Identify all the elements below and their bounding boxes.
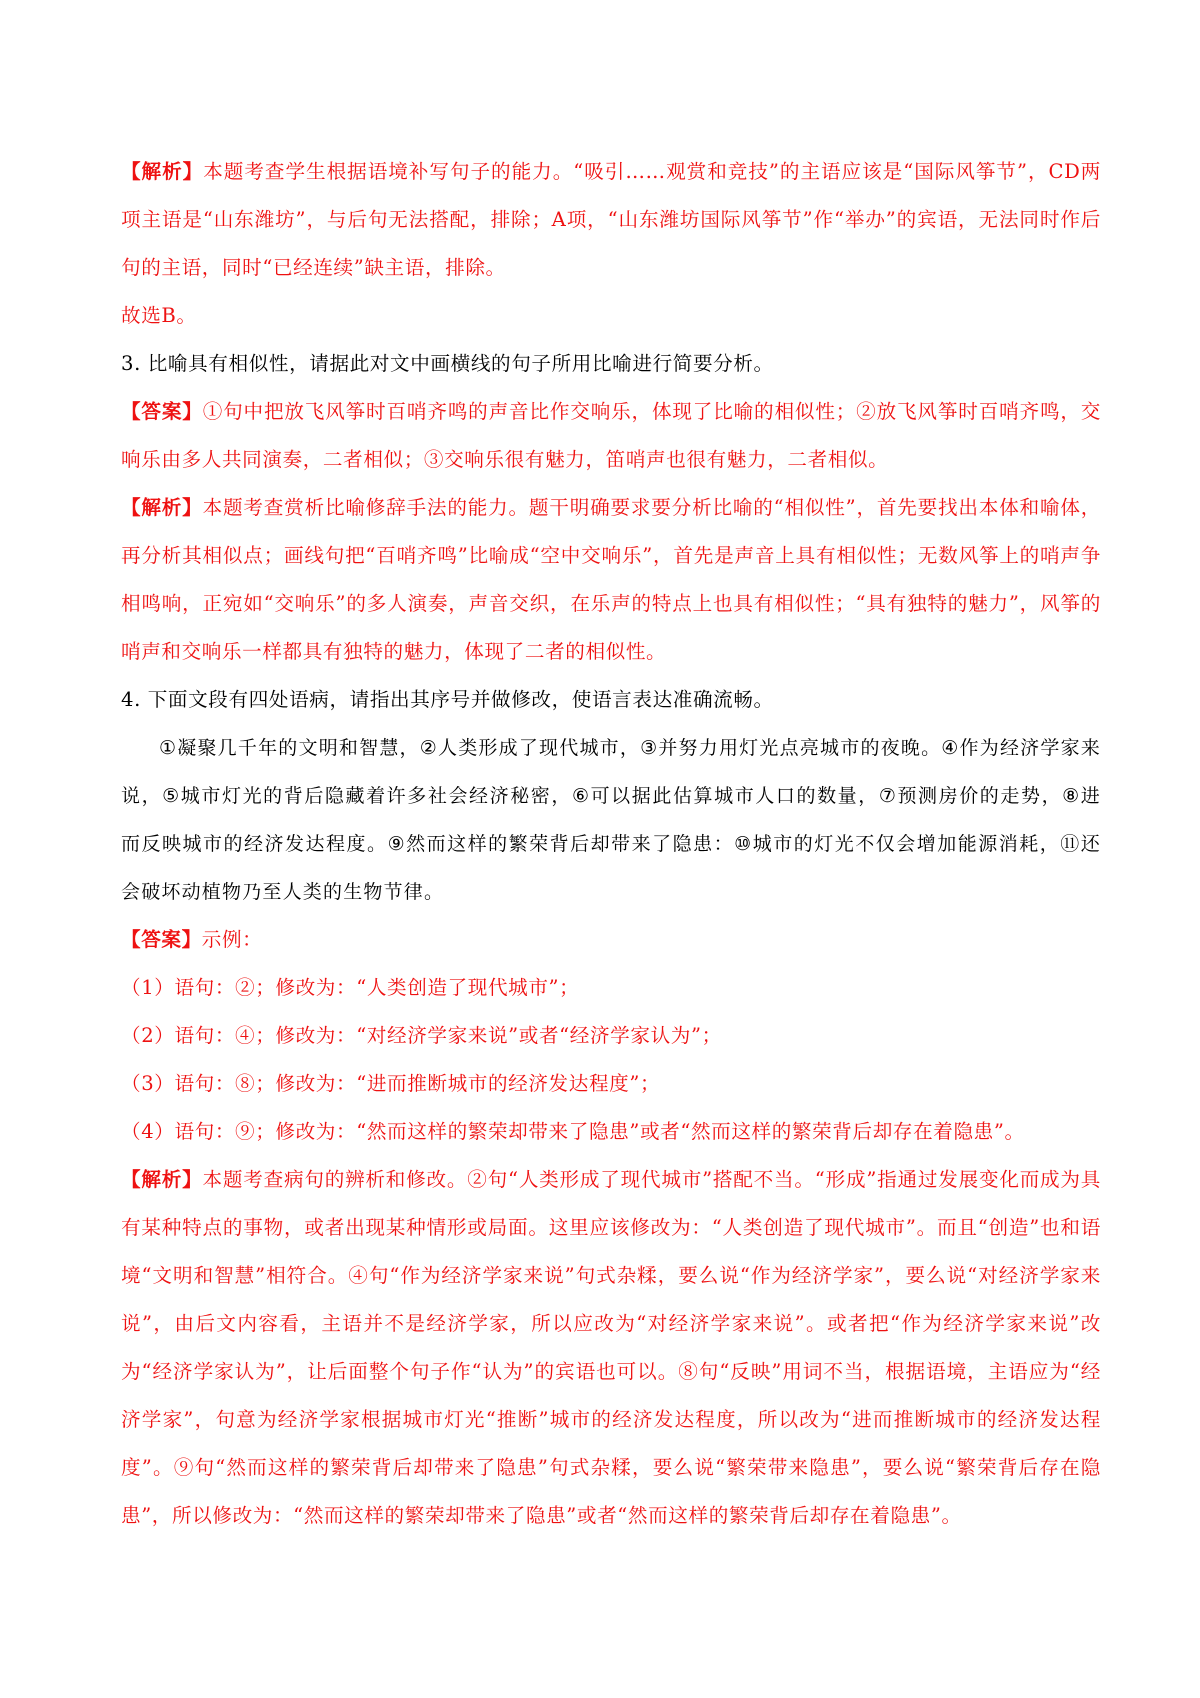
q2-analysis-text: 本题考查学生根据语境补写句子的能力。“吸引……观赏和竞技”的主语应该是“国际风筝节”，CD两项主语是“山东潍坊”，与后句无法搭配，排除；A项，“山东潍坊国际风筝节”作“举办”的宾语，无法同时作后句的主语，同时“已经连续”缺主语，排除。: [121, 160, 1101, 279]
q4-answer-item-2: （2）语句：④；修改为：“对经济学家来说”或者“经济学家认为”；: [121, 1024, 722, 1047]
q4-answer: [121, 916, 1101, 964]
q4-answer-tag: 【答案】: [121, 928, 202, 951]
q4-analysis-tag: 【解析】: [121, 1168, 203, 1191]
q4-passage: ①凝聚几千年的文明和智慧，②人类形成了现代城市，③并努力用灯光点亮城市的夜晚。④作为经济学家来说，⑤城市灯光的背后隐藏着许多社会经济秘密，⑥可以据此估算城市人口的数量，⑦预测房价的走势，⑧进而反映城市的经济发达程度。⑨然而这样的繁荣背后却带来了隐患：⑩城市的灯光不仅会增加能源消耗，⑪还会破坏动植物乃至人类的生物节律。: [121, 737, 1101, 903]
q4-analysis: [121, 1156, 1101, 1540]
q4-answer-item-1: （1）语句：②；修改为：“人类创造了现代城市”；: [121, 976, 580, 999]
q4-analysis-text: 本题考查病句的辨析和修改。②句“人类形成了现代城市”搭配不当。“形成”指通过发展变化而成为具有某种特点的事物，或者出现某种情形或局面。这里应该修改为：“人类创造了现代城市”。而且“创造”也和语境“文明和智慧”相符合。④句“作为经济学家来说”句式杂糅，要么说“作为经济学家”，要么说“对经济学家来说”，由后文内容看，主语并不是经济学家，所以应改为“对经济学家来说”。或者把“作为经济学家来说”改为“经济学家认为”，让后面整个句子作“认为”的宾语也可以。⑧句“反映”用词不当，根据语境，主语应为“经济学家”，句意为经济学家根据城市灯光“推断”城市的经济发达程度，所以改为“进而推断城市的经济发达程度”。⑨句“然而这样的繁荣背后却带来了隐患”句式杂糅，要么说“繁荣带来隐患”，要么说“繁荣背后存在隐患”，所以修改为：“然而这样的繁荣却带来了隐患”或者“然而这样的繁荣背后却存在着隐患”。: [121, 1168, 1101, 1527]
q3-answer-text: ①句中把放飞风筝时百哨齐鸣的声音比作交响乐，体现了比喻的相似性；②放飞风筝时百哨齐鸣，交响乐由多人共同演奏，二者相似；③交响乐很有魅力，笛哨声也很有魅力，二者相似。: [121, 400, 1101, 471]
q2-analysis: [121, 148, 1101, 292]
q4-answer-intro: 示例：: [201, 928, 263, 951]
q2-conclusion: 故选B。: [121, 304, 197, 327]
q3-analysis: [121, 484, 1101, 676]
q4-question: 4. 下面文段有四处语病，请指出其序号并做修改，使语言表达准确流畅。: [121, 688, 774, 711]
q3-analysis-text: 本题考查赏析比喻修辞手法的能力。题干明确要求要分析比喻的“相似性”，首先要找出本体和喻体，再分析其相似点；画线句把“百哨齐鸣”比喻成“空中交响乐”，首先是声音上具有相似性；无数风筝上的哨声争相鸣响，正宛如“交响乐”的多人演奏，声音交织，在乐声的特点上也具有相似性；“具有独特的魅力”，风筝的哨声和交响乐一样都具有独特的魅力，体现了二者的相似性。: [121, 496, 1101, 663]
q3-analysis-tag: 【解析】: [121, 496, 203, 519]
q3-question: 3. 比喻具有相似性，请据此对文中画横线的句子所用比喻进行简要分析。: [121, 352, 774, 375]
document-page: [121, 148, 1101, 1540]
q3-answer: [121, 388, 1101, 484]
q4-answer-item-4: （4）语句：⑨；修改为：“然而这样的繁荣却带来了隐患”或者“然而这样的繁荣背后却存在着隐患”。: [121, 1120, 1025, 1143]
q2-analysis-tag: 【解析】: [121, 160, 204, 183]
q3-answer-tag: 【答案】: [121, 400, 203, 423]
q4-answer-item-3: （3）语句：⑧；修改为：“进而推断城市的经济发达程度”；: [121, 1072, 661, 1095]
